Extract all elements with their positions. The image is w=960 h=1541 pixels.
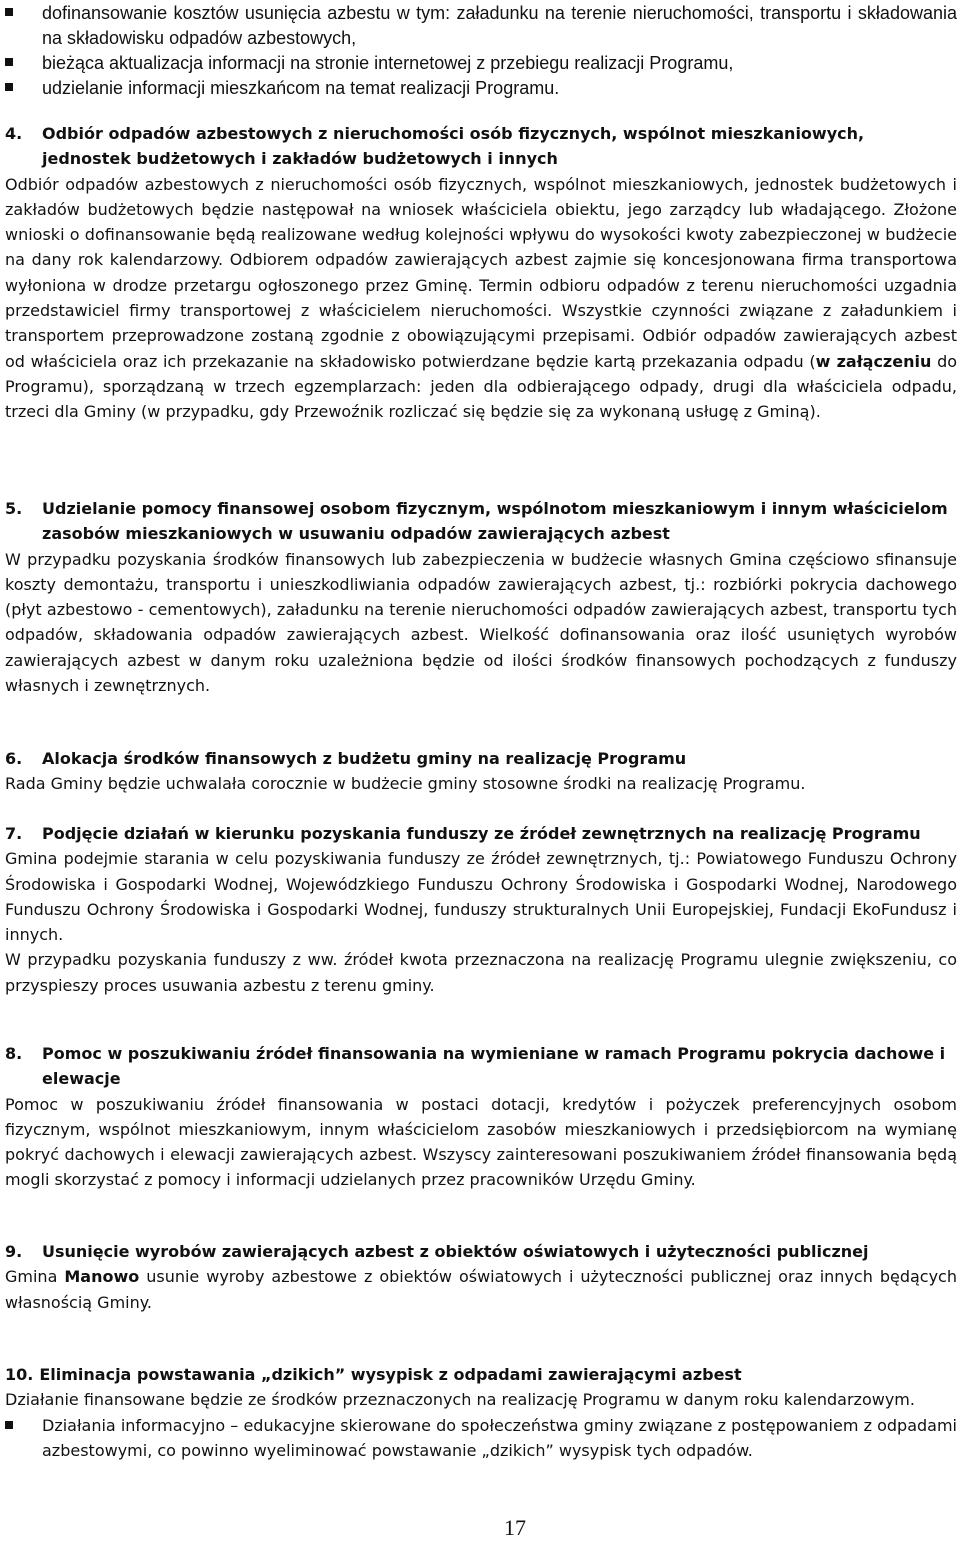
section-title: Usunięcie wyrobów zawierających azbest z obiektów oświatowych i użyteczności publicznej [42,1242,869,1261]
page-number: 17 [504,1515,526,1540]
section-number: 9. [5,1242,23,1261]
section-body: W przypadku pozyskania funduszy z ww. źródeł kwota przeznaczona na realizację Programu ulegnie zwiększeniu, co przyspieszy proces usuwania azbestu z terenu gminy. [5,950,957,995]
section-number: 10. [5,1365,34,1384]
list-item: udzielanie informacji mieszkańcom na temat realizacji Programu. [5,76,957,101]
section-body [5,172,957,425]
section-body: Gmina podejmie starania w celu pozyskiwania funduszy ze źródeł zewnętrznych, tj.: Powiatowego Funduszu Ochrony Środowiska i Gospodarki Wodnej, Wojewódzkiego Funduszu Ochrony Środowiska i Gospodarki Wodnej, Narodowego Funduszu Ochrony Środowiska i Gospodarki Wodnej, funduszy strukturalnych Unii Europejskiej, Fundacji EkoFundusz i innych. [5,849,957,945]
section-7 [5,821,957,998]
section-number: 7. [5,824,23,843]
section-6 [5,746,957,797]
section-number: 5. [5,499,23,518]
section-body: Rada Gminy będzie uchwalała corocznie w budżecie gminy stosowne środki na realizację Programu. [5,774,806,794]
document-page [5,0,957,1541]
section-title: Alokacja środków finansowych z budżetu gminy na realizację Programu [42,749,687,768]
section-5 [5,496,957,698]
section-heading [5,1362,957,1387]
section-heading [5,821,957,846]
section-body: W przypadku pozyskania środków finansowych lub zabezpieczenia w budżecie własnych Gmina częściowo sfinansuje koszty demontażu, transportu i unieszkodliwiania odpadów zawierających azbest, tj.: rozbiórki pokrycia dachowego (płyt azbestowo - cementowych), załadunku na terenie nieruchomości odpadów zawierających azbest, transportu tych odpadów, składowania odpadów zawierających azbest. Wielkość dofinansowania oraz ilość usuniętych wyrobów zawierających azbest w danym roku uzależniona będzie od ilości środków finansowych pochodzących z funduszy własnych i zewnętrznych. [5,549,957,696]
section-number: 6. [5,749,23,768]
section-title: Udzielanie pomocy finansowej osobom fizycznym, wspólnotom mieszkaniowym i innym właścicielom zasobów mieszkaniowych w usuwaniu odpadów zawierających azbest [42,499,948,544]
body-text: do Programu), sporządzaną w trzech egzemplarzach: jeden dla odbierającego odpady, drugi dla właściciela odpadu, trzeci dla Gminy (w przypadku, gdy Przewoźnik rozliczać się będzie się za wykonaną usługę z Gminą). [5,351,958,422]
section-number: 8. [5,1044,23,1063]
section-8 [5,1041,957,1193]
attachment-note: w załączeniu [815,351,932,371]
section-10 [5,1362,957,1463]
section-body: Działanie finansowane będzie ze środków przeznaczonych na realizację Programu w danym roku kalendarzowym. [5,1390,915,1410]
gmina-name: Manowo [64,1267,140,1287]
section-title: Eliminacja powstawania „dzikich” wysypisk z odpadami zawierającymi azbest [39,1365,742,1384]
section-title: Pomoc w poszukiwaniu źródeł finansowania na wymieniane w ramach Programu pokrycia dachowe i elewacje [42,1044,946,1089]
section-heading [5,121,957,172]
body-text: Odbiór odpadów azbestowych z nieruchomości osób fizycznych, wspólnot mieszkaniowych, jednostek budżetowych i zakładów budżetowych będzie następował na wniosek właściciela obiektu, jego zarządcy lub władającego. Złożone wnioski o dofinansowanie będą realizowane według kolejności wpływu do wysokości kwoty zabezpieczonej w budżecie na dany rok kalendarzowy. Odbiorem odpadów zawierających azbest zajmie się koncesjonowana firma transportowa wyłoniona w drodze przetargu ogłoszonego przez Gminę. Termin odbioru odpadów z terenu nieruchomości uzgadnia przedstawiciel firmy transportowej z właścicielem nieruchomości. Wszystkie czynności związane z załadunkiem i transportem przeprowadzone zostaną zgodnie z obowiązującymi przepisami. Odbiór odpadów zawierających azbest od właściciela oraz ich przekazanie na składowisko potwierdzane będzie kartą przekazania odpadu ( [5,174,957,371]
list-item: Działania informacyjno – edukacyjne skierowane do społeczeństwa gminy związane z postępowaniem z odpadami azbestowymi, co powinno wyeliminować powstawanie „dzikich” wysypisk tych odpadów. [5,1413,957,1464]
section-heading [5,1239,957,1264]
body-text: Gmina [5,1267,65,1287]
intro-bullet-list [5,1,957,101]
section-body [5,1264,957,1315]
body-text: usunie wyroby azbestowe z obiektów oświatowych i użyteczności publicznej oraz innych będących własnością Gminy. [5,1267,957,1312]
section-heading [5,496,957,547]
list-item: dofinansowanie kosztów usunięcia azbestu w tym: załadunku na terenie nieruchomości, transportu i składowania na składowisku odpadów azbestowych, [5,1,957,51]
section-number: 4. [5,124,23,143]
section-heading [5,1041,957,1092]
section-heading [5,746,957,771]
section-title: Odbiór odpadów azbestowych z nieruchomości osób fizycznych, wspólnot mieszkaniowych, jednostek budżetowych i zakładów budżetowych i innych [42,124,865,169]
section-title: Podjęcie działań w kierunku pozyskania funduszy ze źródeł zewnętrznych na realizację Programu [42,824,921,843]
list-item: bieżąca aktualizacja informacji na stronie internetowej z przebiegu realizacji Programu, [5,51,957,76]
section-4 [5,121,957,425]
section-body: Pomoc w poszukiwaniu źródeł finansowania w postaci dotacji, kredytów i pożyczek preferencyjnych osobom fizycznym, wspólnot mieszkaniowym, innym właścicielom zasobów mieszkaniowych i przedsiębiorcom na wymianę pokryć dachowych i elewacji zawierających azbest. Wszyscy zainteresowani poszukiwaniem źródeł finansowania będą mogli skorzystać z pomocy i informacji udzielanych przez pracowników Urzędu Gminy. [5,1094,957,1190]
section-bullet-list [5,1413,957,1464]
section-9 [5,1239,957,1315]
